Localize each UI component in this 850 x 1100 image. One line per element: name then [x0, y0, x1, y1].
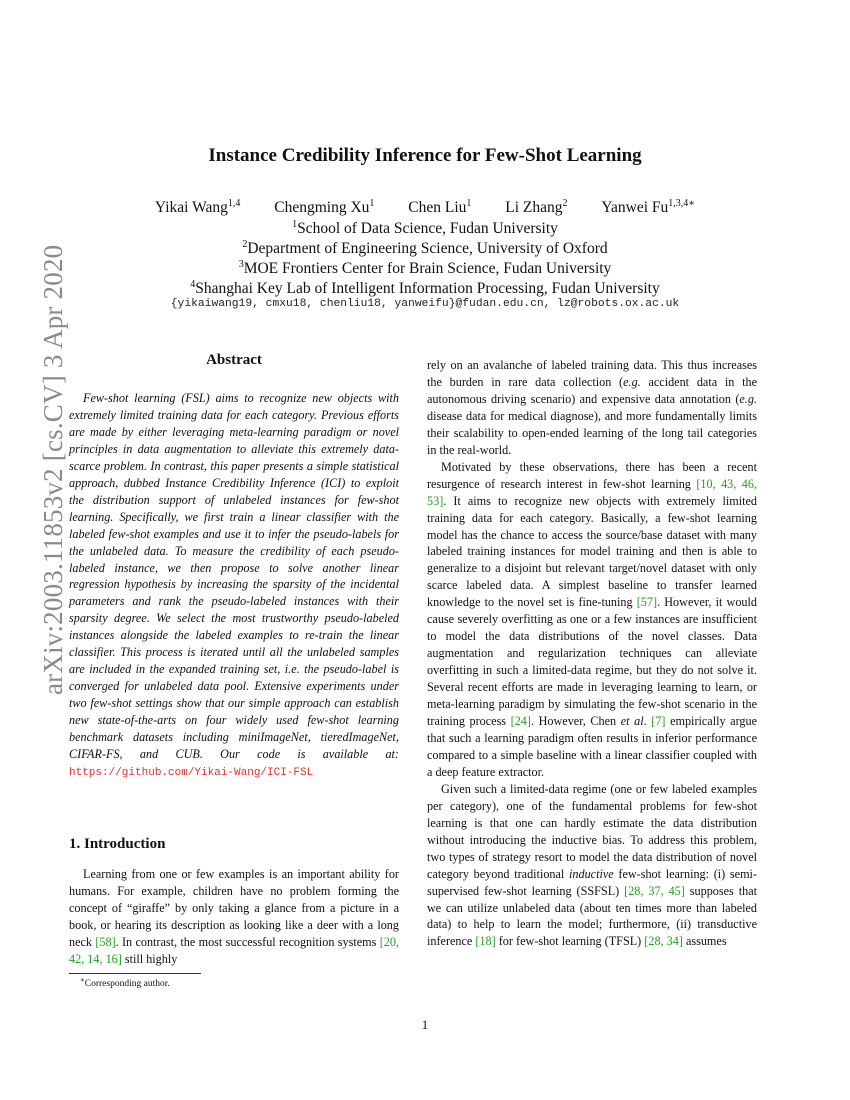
code-link[interactable]: https://github.com/Yikai-Wang/ICI-FSL — [69, 766, 314, 779]
right-paragraph-1: rely on an avalanche of labeled training data. This thus increases the burden in rare data collection (e.g. accident data in the autonomous driving scenario) and expensive data annotation (e.g. disease data for medical diagnose), and more fundamentally limits their scalability to open-ended learning of the long tail categories in the real-world. — [427, 358, 758, 457]
affiliation: $^3$MOE Frontiers Center for Brain Science, Fudan University — [238, 259, 612, 277]
abstract-body: Few-shot learning (FSL) aims to recognize new objects with extremely limited training data for each category. Previous efforts are made by either leveraging meta-learning paradigm or novel principles in data augmentation to alleviate this extremely data-scarce problem. In contrast, this paper presents a simple statistical approach, dubbed Instance Credibility Inference (ICI) to exploit the distribution support of unlabeled instances for few-shot learning. Specifically, we first train a linear classifier with the labeled few-shot examples and use it to infer the pseudo-labels for the unlabeled data. To measure the credibility of each pseudo-labeled instance, we then propose to solve another linear regression hypothesis by increasing the sparsity of the incidental parameters and rank the pseudo-labeled instances with their sparsity degree. We select the most trustworthy pseudo-labeled instances alongside the labeled examples to re-train the linear classifier. This process is iterated until all the unlabeled samples are included in the expanded training set, i.e. the pseudo-label is converged for unlabeled data pool. Extensive experiments under two few-shot settings show that our simple approach can establish new state-of-the-arts on four widely used few-shot learning benchmark datasets including miniImageNet, tieredImageNet, CIFAR-FS, and CUB. Our code is available at: https://github.com/Yikai-Wang/ICI-FSL — [69, 391, 399, 779]
citation[interactable]: [24] — [510, 714, 531, 729]
section-heading-introduction: 1. Introduction — [69, 836, 166, 852]
right-column — [427, 357, 757, 950]
affiliation: $^4$Shanghai Key Lab of Intelligent Information Processing, Fudan University — [190, 279, 660, 297]
author: Yikai Wang$^{1,4}$ — [154, 198, 241, 216]
author: Yanwei $Fu^{1,3,4∗}$ — [601, 198, 696, 216]
footnote-rule — [69, 973, 201, 974]
author: Chen Liu$^1$ — [408, 198, 472, 216]
author: Li Zhang$^2$ — [505, 198, 568, 216]
author-list — [0, 199, 850, 217]
citation[interactable]: [28, 37, 45] — [624, 883, 685, 898]
right-paragraph-2: Motivated by these observations, there has been a recent resurgence of research interest in few-shot learning [10, 43, 46, 53]. It aims to recognize new objects with extremely limited training data for each category. Basically, a few-shot learning model has the chance to access the source/base dataset with many labeled training instances for model training and then is able to generalize to a disjoint but relevant target/novel dataset with only scarce labeled data. A simplest baseline to transfer learned knowledge to the novel set is fine-tuning [57]. However, it would cause severely overfitting as one or a few instances are insufficient to model the data distributions of the novel classes. Data augmentation and regularization techniques can alleviate overfitting in such a limited-data regime, but they do not solve it. Several recent efforts are made in leveraging learning to learn, or meta-learning paradigm by simulating the few-shot scenario in the training process [24]. However, Chen et al. [7] empirically argue that such a learning paradigm often results in inferior performance compared to a simple baseline with a linear classifier coupled with a deep feature extractor. — [427, 459, 758, 779]
affiliation: $^2$Department of Engineering Science, University of Oxford — [242, 239, 608, 257]
arxiv-id: arXiv:2003.11853v2 [cs.CV] 3 Apr 2020 — [38, 244, 68, 695]
citation[interactable]: [20, 42, 14, 16] — [69, 934, 400, 966]
citation[interactable]: [18] — [475, 934, 496, 949]
paper-title: Instance Credibility Inference for Few-Shot Learning — [208, 145, 642, 166]
page-number: 1 — [421, 1017, 429, 1032]
affiliation: $^1$School of Data Science, Fudan University — [292, 219, 558, 237]
intro-paragraph-1: Learning from one or few examples is an important ability for humans. For example, children have no problem forming the concept of “giraffe” by only taking a glance from a picture in a book, or hearing its description as looking like a deer with a long neck [58]. In contrast, the most successful recognition systems [20, 42, 14, 16] still highly — [69, 867, 400, 966]
author: Chengming Xu$^1$ — [274, 198, 375, 216]
citation[interactable]: [57] — [636, 595, 658, 610]
right-paragraph-3: Given such a limited-data regime (one or few labeled examples per category), one of the fundamental problems for few-shot learning is that one can hardly estimate the data distribution without introducing the inductive bias. To address this problem, two types of strategy resort to model the data distribution of novel category beyond traditional inductive few-shot learning: (i) semi-supervised few-shot learning (SSFSL) [28, 37, 45] supposes that we can utilize unlabeled data (about ten times more than labeled data) to help to learn the model; furthermore, (ii) transductive inference [18] for few-shot learning (TFSL) [28, 34] assumes — [427, 781, 758, 949]
author-emails: {yikaiwang19, cmxu18, chenliu18, yanweifu}@fudan.edu.cn, lz@robots.ox.ac.uk — [170, 298, 680, 310]
citation[interactable]: [58] — [95, 934, 116, 949]
citation[interactable]: [28, 34] — [644, 934, 683, 949]
citation[interactable]: [10, 43, 46, 53] — [427, 476, 757, 508]
abstract-heading: Abstract — [206, 352, 262, 368]
citation[interactable]: [7] — [651, 714, 666, 729]
footnote: ∗Corresponding author. — [80, 976, 170, 990]
affiliation-list — [0, 219, 850, 299]
